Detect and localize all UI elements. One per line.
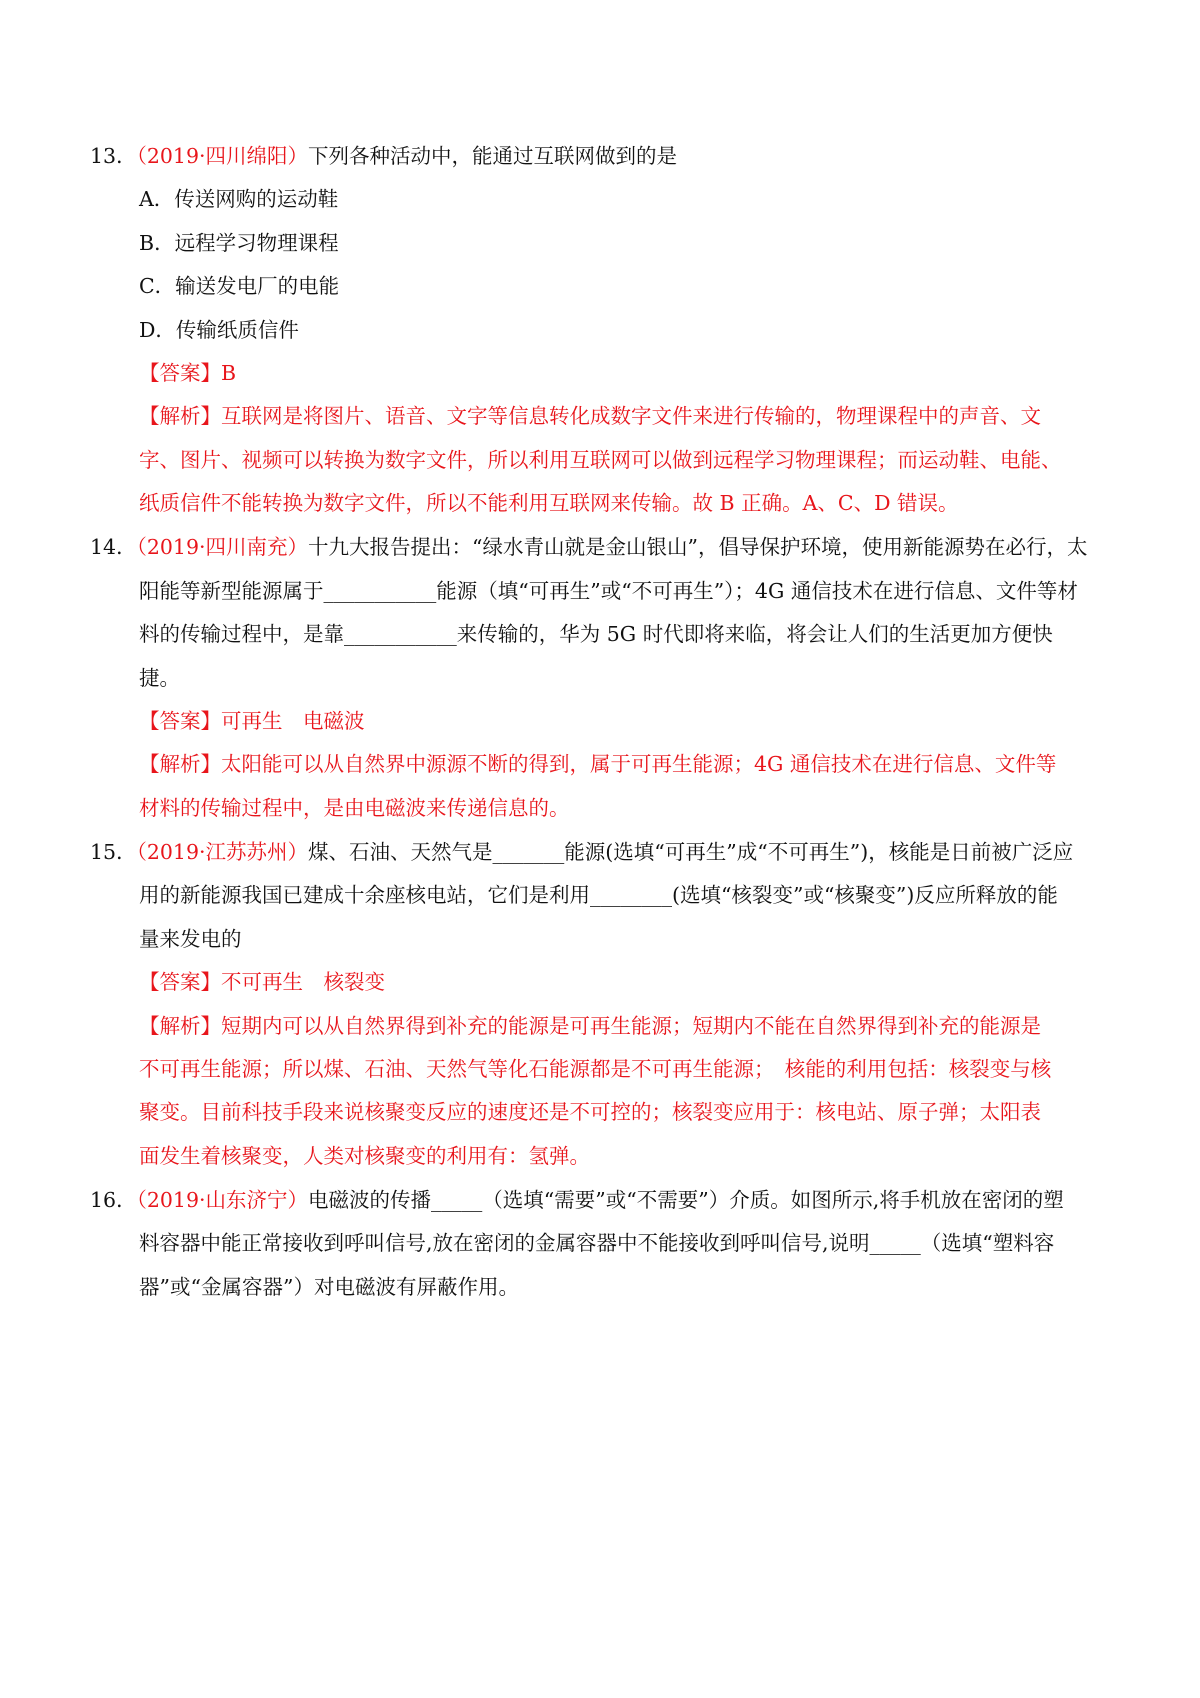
question-stem: 十九大报告提出：“绿水青山就是金山银山”，倡导保护环境，使用新能源势在必行，太 (308, 535, 1088, 559)
analysis-tag: 【解析】 (139, 404, 221, 428)
question-source: （2019·四川绵阳） (136, 144, 309, 168)
analysis-15-line-2: 不可再生能源；所以煤、石油、天然气等化石能源都是不可再生能源； 核能的利用包括：核裂变与核 (139, 1057, 1052, 1081)
option-a: A．传送网购的运动鞋 (139, 187, 339, 211)
option-c: C．输送发电厂的电能 (139, 274, 340, 298)
analysis-text: 短期内可以从自然界得到补充的能源是可再生能源；短期内不能在自然界得到补充的能源是 (221, 1014, 1041, 1038)
question-14-line-4: 捷。 (139, 666, 180, 690)
question-14-line-3: 料的传输过程中，是靠___________来传输的，华为 5G 时代即将来临，将会让人们的生活更加方便快 (139, 622, 1053, 646)
analysis-13-line-2: 字、图片、视频可以转换为数字文件，所以利用互联网可以做到远程学习物理课程；而运动鞋、电能、 (139, 448, 1062, 472)
analysis-13-line-3: 纸质信件不能转换为数字文件，所以不能利用互联网来传输。故 B 正确。A、C、D 错误。 (139, 491, 959, 515)
question-stem: 煤、石油、天然气是_______能源(选填“可再生”成“不可再生”)，核能是日前被广泛应 (308, 840, 1074, 864)
question-number: 13． (90, 144, 137, 168)
analysis-tag: 【解析】 (139, 1014, 221, 1038)
question-14-line-1 (90, 532, 1088, 562)
answer-14 (139, 706, 365, 736)
analysis-14-line-1 (139, 749, 1056, 779)
analysis-text: 太阳能可以从自然界中源源不断的得到，属于可再生能源；4G 通信技术在进行信息、文件等 (221, 752, 1057, 776)
question-source: （2019·山东济宁） (136, 1188, 309, 1212)
question-number: 15． (90, 840, 137, 864)
answer-tag: 【答案】 (139, 361, 221, 385)
question-source: （2019·四川南充） (136, 535, 309, 559)
question-16-line-1 (90, 1185, 1064, 1215)
question-15-line-2: 用的新能源我国已建成十余座核电站，它们是利用________(选填“核裂变”或“核聚变”)反应所释放的能 (139, 883, 1058, 907)
answer-tag: 【答案】 (139, 970, 221, 994)
question-13 (90, 141, 677, 171)
option-d: D．传输纸质信件 (139, 318, 299, 342)
answer-text: 不可再生 核裂变 (221, 970, 385, 994)
answer-tag: 【答案】 (139, 709, 221, 733)
answer-text: 可再生 电磁波 (221, 709, 365, 733)
question-15-line-1 (90, 837, 1073, 867)
question-stem: 电磁波的传播_____（选填“需要”或“不需要”）介质。如图所示,将手机放在密闭的塑 (308, 1188, 1064, 1212)
question-stem: 下列各种活动中，能通过互联网做到的是 (308, 144, 678, 168)
question-16-line-3: 器”或“金属容器”）对电磁波有屏蔽作用。 (139, 1275, 519, 1299)
analysis-13-line-1 (139, 401, 1041, 431)
analysis-15-line-4: 面发生着核聚变，人类对核聚变的利用有：氢弹。 (139, 1144, 590, 1168)
analysis-text: 互联网是将图片、语音、文字等信息转化成数字文件来进行传输的，物理课程中的声音、文 (221, 404, 1041, 428)
question-14-line-2: 阳能等新型能源属于___________能源（填“可再生”或“不可再生”）；4G 通信技术在进行信息、文件等材 (139, 579, 1078, 603)
analysis-tag: 【解析】 (139, 752, 221, 776)
question-16-line-2: 料容器中能正常接收到呼叫信号,放在密闭的金属容器中不能接收到呼叫信号,说明_____（选填“塑料容 (139, 1231, 1055, 1255)
analysis-15-line-3: 聚变。目前科技手段来说核聚变反应的速度还是不可控的；核裂变应用于：核电站、原子弹；太阳表 (139, 1100, 1041, 1124)
option-b: B．远程学习物理课程 (139, 231, 339, 255)
analysis-15-line-1 (139, 1011, 1041, 1041)
question-number: 14． (90, 535, 137, 559)
question-source: （2019·江苏苏州） (136, 840, 309, 864)
answer-13 (139, 358, 236, 388)
question-15-line-3: 量来发电的 (139, 927, 242, 951)
analysis-14-line-2: 材料的传输过程中，是由电磁波来传递信息的。 (139, 796, 570, 820)
question-number: 16． (90, 1188, 137, 1212)
answer-15 (139, 967, 385, 997)
answer-text: B (221, 361, 237, 385)
